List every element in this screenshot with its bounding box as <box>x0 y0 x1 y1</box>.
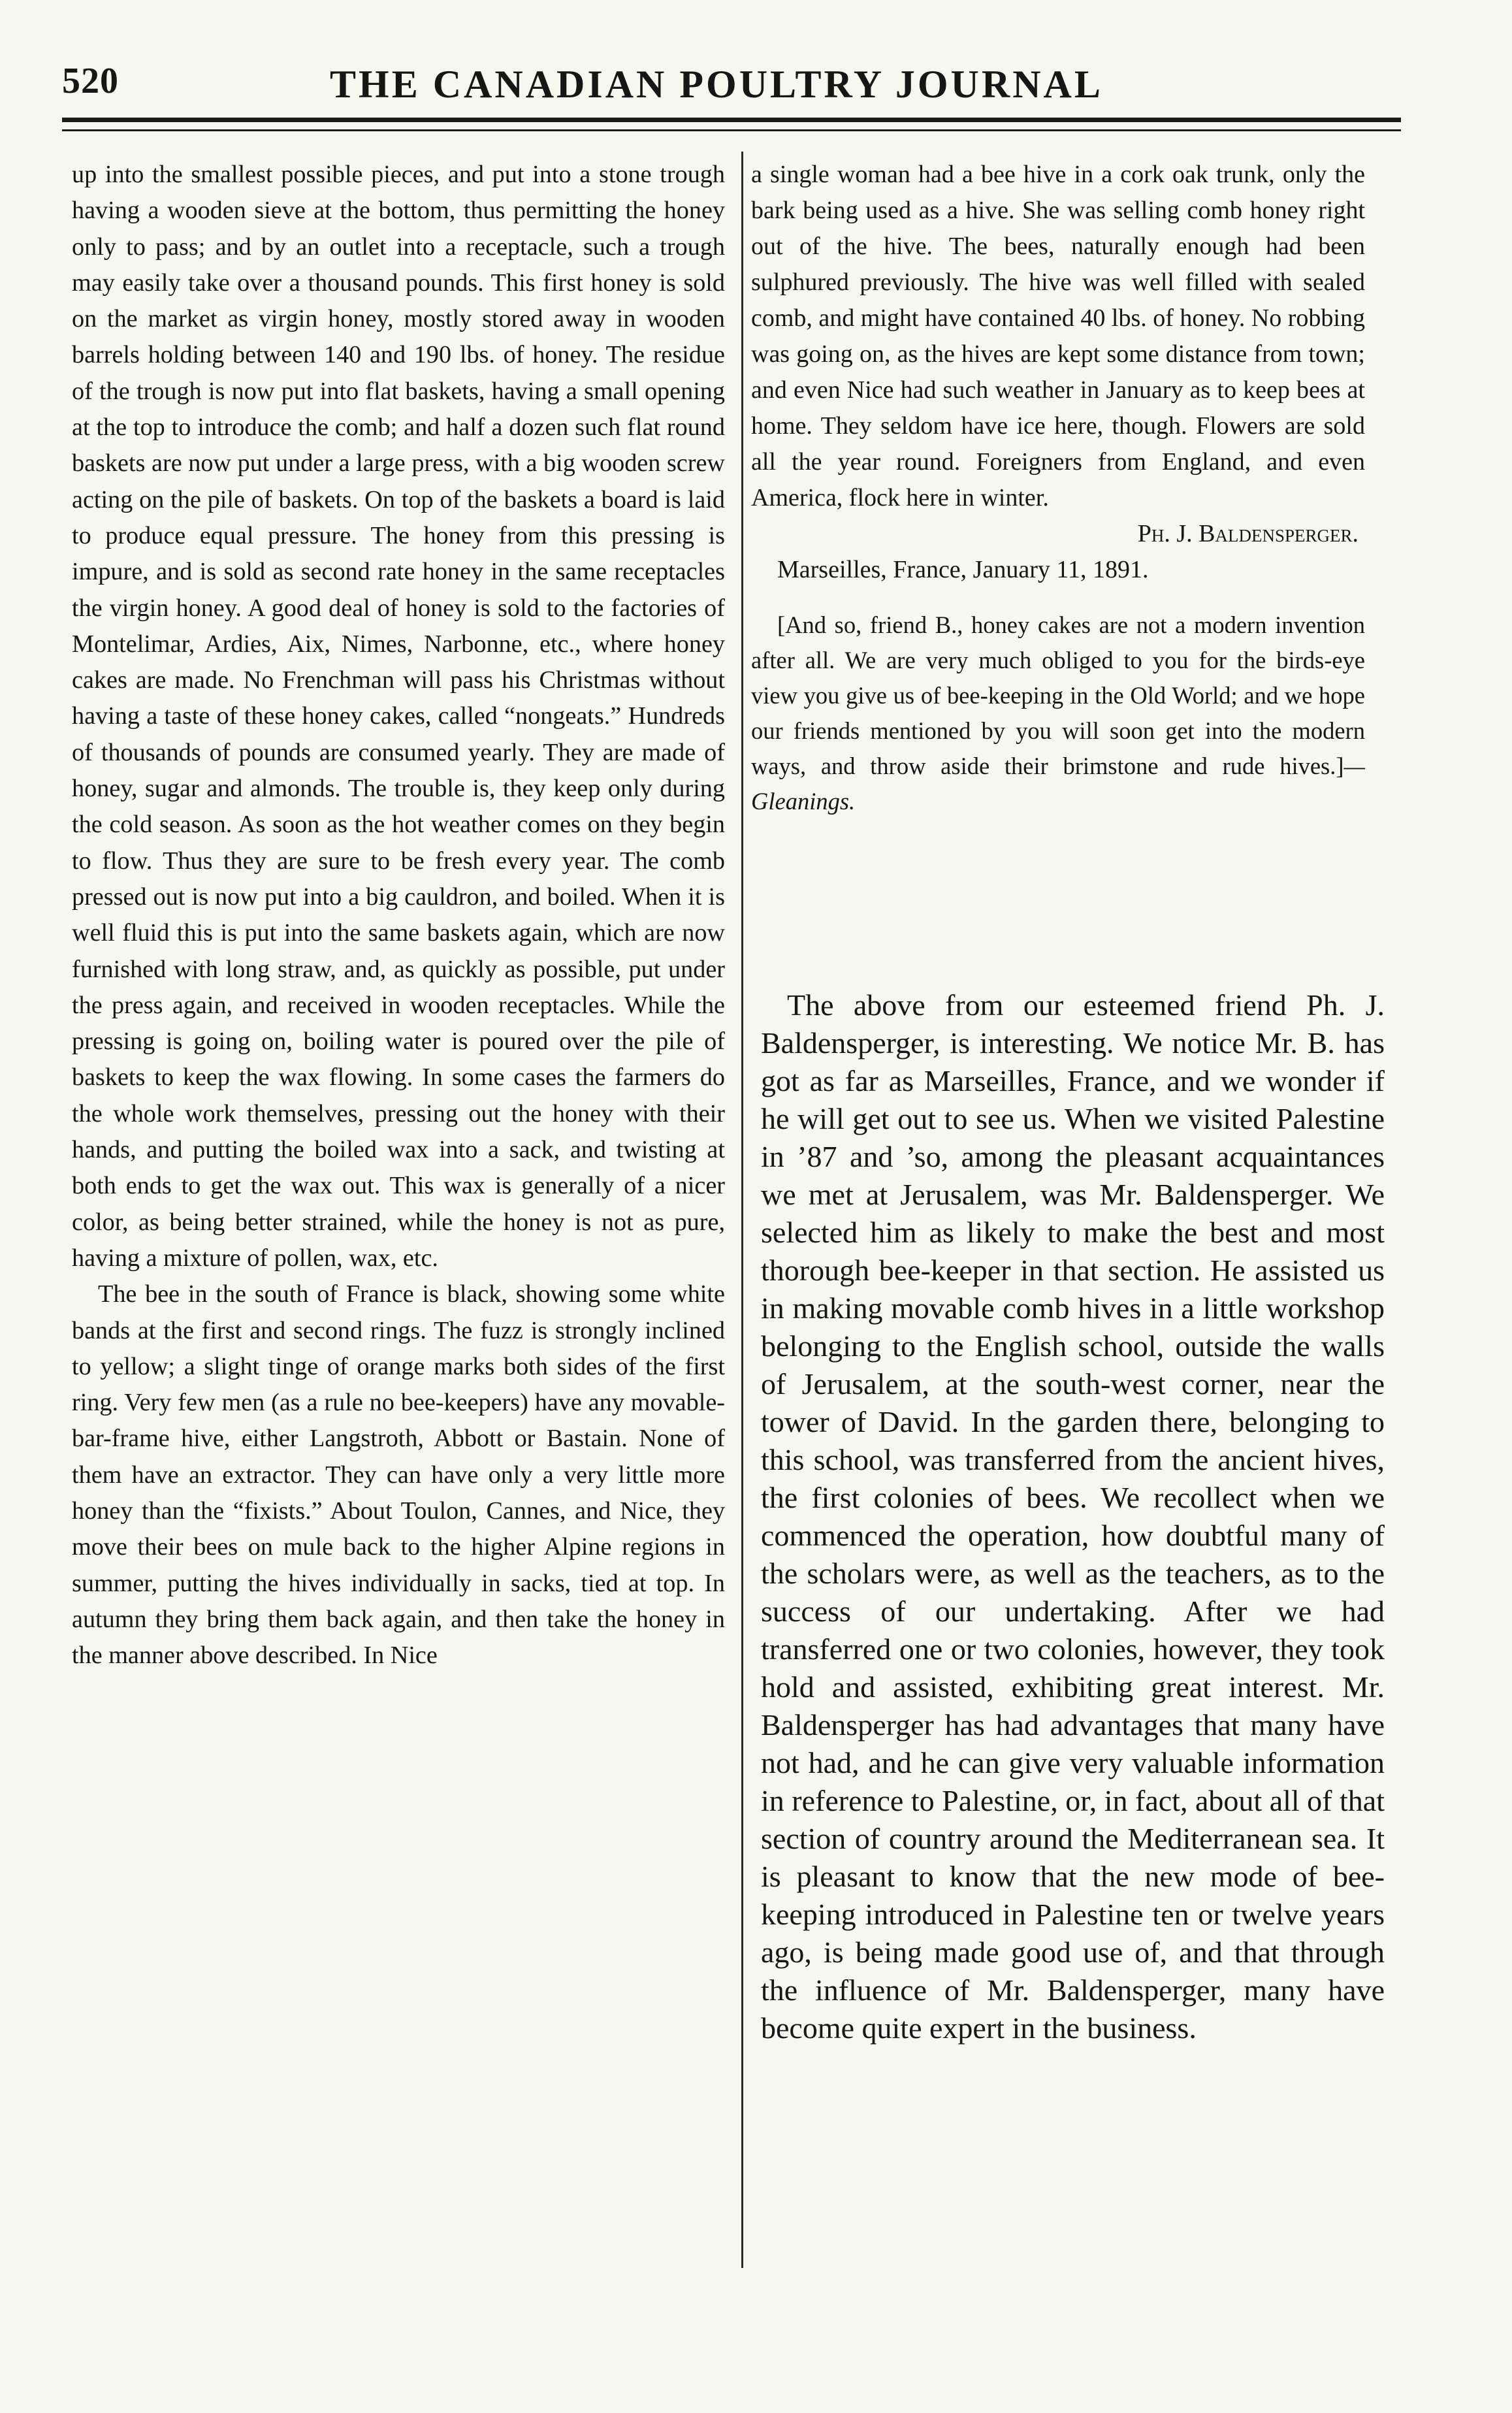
editor-note-source: —Gleanings. <box>751 753 1365 815</box>
right-column-comment <box>761 986 1385 2047</box>
left-paragraph-2: The bee in the south of France is black, showing some white bands at the first and second rings. The fuzz is strongly inclined to yellow; a slight tinge of orange marks both sides of the first ring. Very few men (as a rule no bee-keepers) have any movable-bar-frame hive, either Langstroth, Abbott or Bastain. None of them have an extractor. They can have only a very little more honey than the “fixists.” About Toulon, Cannes, and Nice, they move their bees on mule back to the higher Alpine regions in summer, putting the hives individually in sacks, tied at top. In autumn they bring them back again, and then take the honey in the manner above described. In Nice <box>72 1280 725 1670</box>
editor-note <box>751 607 1365 819</box>
right-continuation-text: a single woman had a bee hive in a cork oak trunk, only the bark being used as a hive. She was selling comb honey right out of the hive. The bees, naturally enough had been sulphured previously. The hive was well filled with sealed comb, and might have contained 40 lbs. of honey. No robbing was going on, as the hives are kept some distance from town; and even Nice had such weather in January as to keep bees at home. They seldom have ice here, though. Flowers are sold all the year round. Foreigners from England, and even America, flock here in winter. <box>751 161 1365 511</box>
header-rule-thin <box>62 129 1401 131</box>
header-rule-thick <box>62 118 1401 122</box>
running-head-title: THE CANADIAN POULTRY JOURNAL <box>330 63 1103 106</box>
author-signature: Ph. J. Baldensperger. <box>1137 520 1359 547</box>
editor-note-text: [And so, friend B., honey cakes are not a modern invention after all. We are very much obliged to you for the birds-eye view you give us of bee-keeping in the Old World; and we hope our friends mentioned by you will soon get into the modern ways, and throw aside their brimstone and rude hives.] <box>751 611 1365 779</box>
right-column-top <box>751 157 1365 819</box>
left-column <box>72 157 725 1674</box>
page-number: 520 <box>62 61 119 101</box>
editorial-comment: The above from our esteemed friend Ph. J. Baldensperger, is interesting. We notice Mr. B. has got as far as Marseilles, France, and we wonder if he will get out to see us. When we visited Palestine in ’87 and ’so, among the pleasant acquaintances we met at Jerusalem, was Mr. Baldensperger. We selected him as likely to make the best and most thorough bee-keeper in that section. He assisted us in making movable comb hives in a little workshop belonging to the English school, outside the walls of Jerusalem, at the south-west corner, near the tower of David. In the garden there, belonging to this school, was transferred from the ancient hives, the first colonies of bees. We recollect when we commenced the operation, how doubtful many of the scholars were, as well as the teachers, as to the success of our undertaking. After we had transferred one or two colonies, however, they took hold and assisted, exhibiting great interest. Mr. Baldensperger has had advantages that many have not had, and he can give very valuable information in reference to Palestine, or, in fact, about all of that section of country around the Mediterranean sea. It is pleasant to know that the new mode of bee-keeping introduced in Palestine ten or twelve years ago, is being made good use of, and that through the influence of Mr. Baldensperger, many have become quite expert in the business. <box>761 988 1385 2045</box>
dateline: Marseilles, France, January 11, 1891. <box>777 556 1149 583</box>
column-divider <box>741 152 743 2268</box>
left-paragraph-1: up into the smallest possible pieces, and put into a stone trough having a wooden sieve at the bottom, thus permitting the honey only to pass; and by an outlet into a receptacle, such a trough may easily take over a thousand pounds. This first honey is sold on the market as virgin honey, mostly stored away in wooden barrels holding between 140 and 190 lbs. of honey. The residue of the trough is now put into flat baskets, having a small opening at the top to introduce the comb; and half a dozen such flat round baskets are now put under a large press, with a big wooden screw acting on the pile of baskets. On top of the baskets a board is laid to produce equal pressure. The honey from this pressing is impure, and is sold as second rate honey in the same receptacles the virgin honey. A good deal of honey is sold to the factories of Montelimar, Ardies, Aix, Nimes, Narbonne, etc., where honey cakes are made. No Frenchman will pass his Christmas without having a taste of these honey cakes, called “nongeats.” Hundreds of thousands of pounds are consumed yearly. They are made of honey, sugar and almonds. The trouble is, they keep only during the cold season. As soon as the hot weather comes on they begin to flow. Thus they are sure to be fresh every year. The comb pressed out is now put into a big cauldron, and boiled. When it is well fluid this is put into the same baskets again, which are now furnished with long straw, and, as quickly as possible, put under the press again, and received in wooden receptacles. While the pressing is going on, boiling water is poured over the pile of baskets to keep the wax flowing. In some cases the farmers do the whole work themselves, pressing out the honey with their hands, and putting the boiled wax into a sack, and twisting at both ends to get the wax out. This wax is generally of a nicer color, as being better strained, while the honey is not as pure, having a mixture of pollen, wax, etc. <box>72 161 725 1272</box>
